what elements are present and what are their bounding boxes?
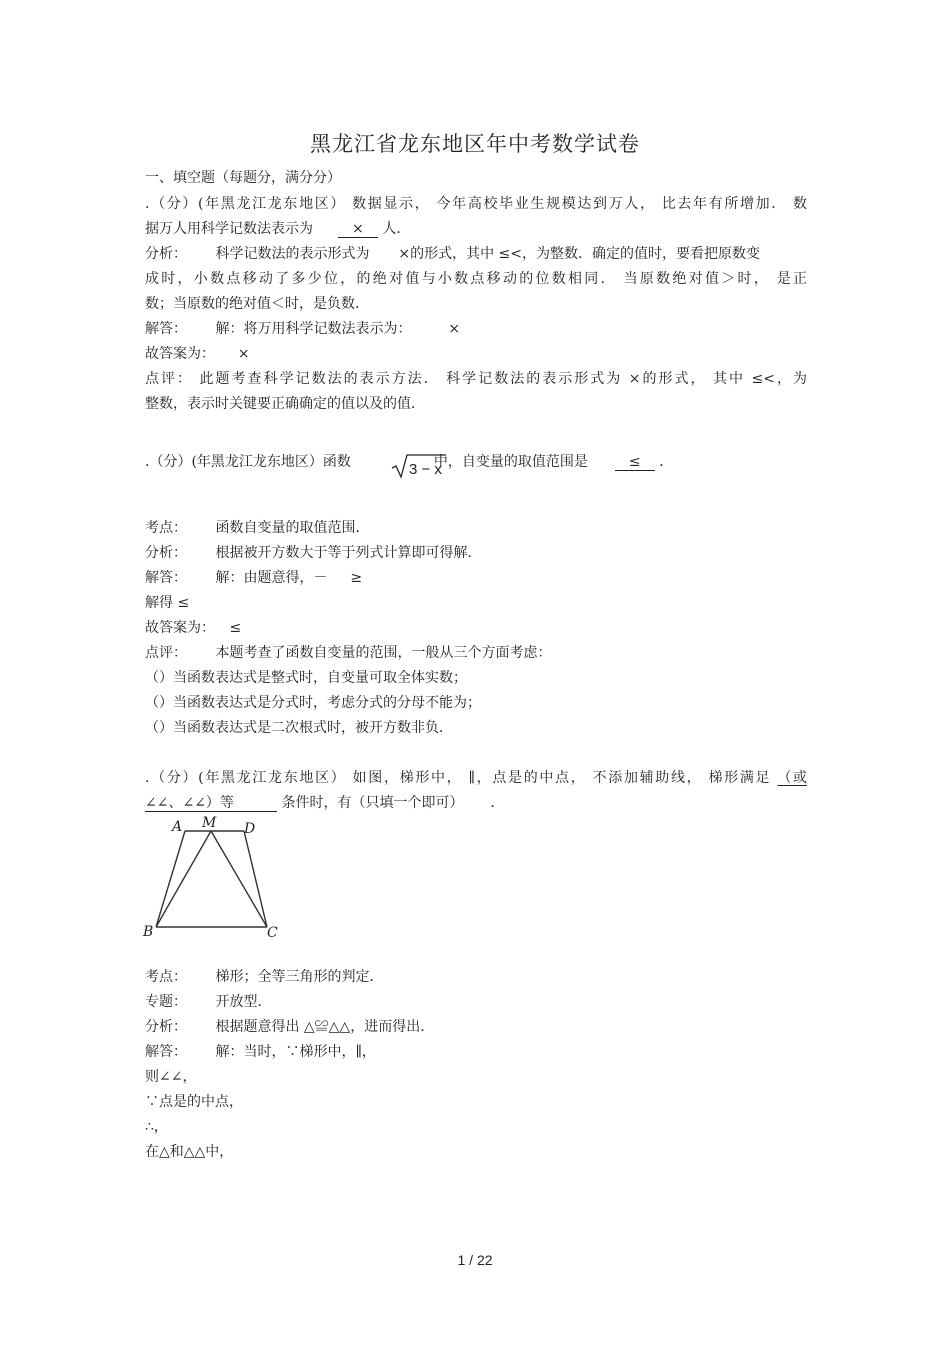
q3-topic-text: 开放型． bbox=[215, 994, 272, 1010]
q3-source: .（分）(年黑龙江龙东地区） bbox=[145, 770, 347, 786]
q2-mid: 中，自变量的取值范围是 bbox=[433, 454, 588, 470]
q2-case-2: （）当函数表达式是分式时，考虑分式的分母不能为； bbox=[145, 695, 481, 711]
q1-analysis-2a: 成时，小数点移动了多少位，的绝对值与小数点移动的位数相同． bbox=[145, 271, 617, 287]
q2-answer-label: 故答案为： bbox=[145, 620, 215, 636]
q2-answer-line bbox=[145, 619, 241, 637]
q2-case-3: （）当函数表达式是二次根式时，被开方数非负． bbox=[145, 720, 453, 736]
q2-point-line bbox=[145, 519, 369, 537]
q3-text-d: 梯形满足 bbox=[708, 770, 772, 786]
q2-point-text: 函数自变量的取值范围． bbox=[215, 520, 370, 536]
q1-comment-1b: 科学记数法的表示形式为 bbox=[446, 371, 623, 387]
q3-line2-end: ． bbox=[490, 795, 505, 811]
q3-point-line bbox=[145, 968, 383, 986]
q3-step-4: 在△和△△中， bbox=[145, 1144, 234, 1160]
q1-comment-1c: ×的形式， bbox=[628, 371, 707, 387]
q3-topic-line bbox=[145, 993, 271, 1011]
q2-analysis-text: 根据被开方数大于等于列式计算即可得解． bbox=[215, 545, 482, 561]
q3-step-2: ∵点是的中点， bbox=[145, 1094, 243, 1110]
q2-pre: .（分）(年黑龙江龙东地区）函数 bbox=[145, 454, 351, 470]
q1-analysis-1b: ×的形式，其中 ≤<，为整数．确定的值时，要看把原数变 bbox=[398, 246, 760, 262]
q1-analysis-line-1 bbox=[145, 245, 760, 263]
q1-solve-text: 解：将万用科学记数法表示为： bbox=[215, 321, 412, 337]
label-c: C bbox=[267, 925, 278, 941]
q1-source: .（分）(年黑龙江龙东地区） bbox=[145, 196, 347, 212]
sqrt-radicand: 3 − x bbox=[409, 461, 442, 478]
q1-solve-label: 解答： bbox=[145, 321, 187, 337]
q2-point-label: 考点： bbox=[145, 520, 187, 536]
q1-line-2 bbox=[145, 220, 410, 238]
q3-analysis-line bbox=[145, 1018, 434, 1036]
q1-comment-1a: 此题考查科学记数法的表示方法． bbox=[199, 371, 440, 387]
q3-solve-line bbox=[145, 1043, 376, 1061]
q2-solve-ge: ≥ bbox=[350, 570, 363, 586]
q2-post: ． bbox=[659, 454, 674, 470]
q1-text-c: 比去年有所增加． bbox=[661, 196, 787, 212]
q2-solve-label: 解答： bbox=[145, 570, 187, 586]
page-title: 黑龙江省龙东地区年中考数学试卷 bbox=[310, 132, 640, 156]
q1-solve-line bbox=[145, 320, 460, 338]
q1-analysis-1a: 科学记数法的表示形式为 bbox=[215, 246, 370, 262]
q3-analysis-label: 分析： bbox=[145, 1019, 187, 1035]
q3-point-label: 考点： bbox=[145, 969, 187, 985]
q1-analysis-2c: 是正 bbox=[776, 271, 808, 287]
q1-line2-post: 人． bbox=[382, 221, 411, 237]
q3-answer-part-1: （或 bbox=[777, 770, 808, 786]
q2-comment-text: 本题考查了函数自变量的范围，一般从三个方面考虑： bbox=[215, 645, 552, 661]
q2-answer-blank: ≤ bbox=[615, 454, 655, 471]
label-b: B bbox=[143, 924, 154, 940]
q1-text-a: 数据显示， bbox=[352, 196, 431, 212]
q1-analysis-line-3: 数；当原数的绝对值＜时，是负数． bbox=[145, 296, 369, 312]
q2-comment-label: 点评： bbox=[145, 645, 187, 661]
trapezoid-figure bbox=[140, 812, 290, 942]
q1-answer-text: × bbox=[237, 346, 250, 362]
q2-analysis-label: 分析： bbox=[145, 545, 187, 561]
sqrt-symbol bbox=[390, 452, 450, 480]
q1-text-b: 今年高校毕业生规模达到万人， bbox=[436, 196, 656, 212]
q1-line-1 bbox=[145, 195, 807, 213]
q3-topic-label: 专题： bbox=[145, 994, 187, 1010]
q1-comment-1d: 其中 ≤<，为 bbox=[713, 371, 808, 387]
q3-solve-text: 解：当时，∵梯形中，∥， bbox=[215, 1044, 376, 1060]
q3-text-c: 不添加辅助线， bbox=[592, 770, 703, 786]
q3-analysis-text: 根据题意得出 △≌△△，进而得出． bbox=[215, 1019, 435, 1035]
q3-solve-label: 解答： bbox=[145, 1044, 187, 1060]
q3-step-3: ∴， bbox=[145, 1119, 168, 1135]
label-a: A bbox=[172, 819, 183, 835]
q1-analysis-2b: 当原数绝对值＞时， bbox=[623, 271, 771, 287]
q2-comment-line bbox=[145, 644, 551, 662]
q2-case-1: （）当函数表达式是整式时，自变量可取全体实数； bbox=[145, 670, 467, 686]
q1-solve-x: × bbox=[448, 321, 461, 337]
label-d: D bbox=[244, 821, 256, 837]
q3-line-1 bbox=[145, 769, 807, 787]
q1-comment-line-2: 整数，表示时关键要正确确定的值以及的值． bbox=[145, 396, 425, 412]
q3-answer-part-2: ∠∠、∠∠）等 bbox=[145, 795, 277, 812]
q2-solve-line-2: 解得 ≤ bbox=[145, 595, 190, 611]
q1-analysis-line-2 bbox=[145, 270, 807, 288]
q1-answer-line bbox=[145, 345, 250, 363]
q2-analysis-line bbox=[145, 544, 481, 562]
q1-answer-blank: × bbox=[338, 221, 378, 238]
q1-line2-pre: 据万人用科学记数法表示为 bbox=[145, 221, 313, 237]
q1-comment-label: 点评： bbox=[145, 371, 194, 387]
q2-solve-line bbox=[145, 569, 362, 587]
q1-text-d: 数 bbox=[793, 196, 808, 212]
q3-point-text: 梯形；全等三角形的判定． bbox=[215, 969, 384, 985]
q2-solve-text: 解：由题意得，－ bbox=[215, 570, 328, 586]
q3-line-2 bbox=[145, 794, 504, 812]
q1-analysis-label: 分析： bbox=[145, 246, 187, 262]
q3-step-1: 则∠∠， bbox=[145, 1069, 197, 1085]
q2-answer-text: ≤ bbox=[229, 620, 242, 636]
q1-comment-line-1 bbox=[145, 370, 807, 388]
label-m: M bbox=[202, 815, 217, 831]
q3-line2-post: 条件时，有（只填一个即可） bbox=[281, 795, 464, 811]
q3-text-b: ∥，点是的中点， bbox=[468, 770, 587, 786]
section-heading: 一、填空题（每题分，满分分） bbox=[145, 170, 341, 186]
page-number: 1 / 22 bbox=[457, 1252, 493, 1268]
q1-answer-label: 故答案为： bbox=[145, 346, 215, 362]
q3-text-a: 如图，梯形中， bbox=[352, 770, 463, 786]
